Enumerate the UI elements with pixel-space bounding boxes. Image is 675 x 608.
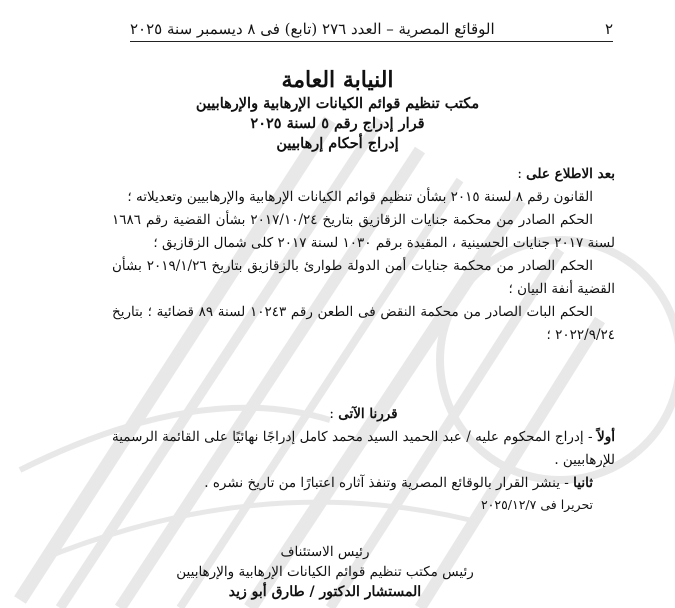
authority-title: النيابة العامة [281,67,394,93]
decision-number: قرار إدراج رقم ٥ لسنة ٢٠٢٥ [250,115,425,132]
office-name: مكتب تنظيم قوائم الكيانات الإرهابية والإرهابيين [195,95,480,112]
preamble-heading: بعد الاطلاع على : [517,166,615,182]
preamble-section [112,163,615,347]
signature-role-1: رئيس الاستئناف [280,544,370,560]
decision-subject: إدراج أحكام إرهابيين [276,135,399,152]
title-block [0,66,675,154]
preamble-item: الحكم الصادر من محكمة جنايات الزقازيق بتاريخ ٢٠١٧/١٠/٢٤ بشأن القضية رقم ١٦٨٦ لسنة ٢٠١٧ جنايات الحسينية ، المقيدة برقم ١٠٣٠ لسنة ٢٠١٧ كلى شمال الزقازيق ؛ [112,212,615,251]
article-first: أولاً - إدراج المحكوم عليه / عبد الحميد السيد محمد كامل إدراجًا نهائيًا على القائمة الرسمية للإرهابيين . [112,429,615,468]
gazette-title: الوقائع المصرية – العدد ٢٧٦ (تابع) فى ٨ ديسمبر سنة ٢٠٢٥ [130,20,495,38]
signature-role-2: رئيس مكتب تنظيم قوائم الكيانات الإرهابية والإرهابيين [176,564,474,580]
signatory-name: المستشار الدكتور / طارق أبو زيد [228,584,422,600]
page-header [130,12,613,42]
preamble-item: القانون رقم ٨ لسنة ٢٠١٥ بشأن تنظيم قوائم الكيانات الإرهابية والإرهابيين وتعديلاته ؛ [127,189,593,205]
page-number: ٢ [604,20,613,38]
decided-heading: قررنا الآتى : [329,406,398,422]
article-second: ثانيا - ينشر القرار بالوقائع المصرية وتنفذ آثاره اعتبارًا من تاريخ نشره . [204,475,593,491]
preamble-item: الحكم البات الصادر من محكمة النقض فى الطعن رقم ١٠٢٤٣ لسنة ٨٩ قضائية ؛ بتاريخ ٢٠٢٢/٩/٢٤ ؛ [112,304,615,343]
decision-section [112,403,615,515]
issue-date: تحريرا فى ٢٠٢٥/١٢/٧ [480,497,593,512]
preamble-item: الحكم الصادر من محكمة جنايات أمن الدولة طوارئ بالزقازيق بتاريخ ٢٠١٩/١/٢٦ بشأن القضية أنفة البيان ؛ [112,258,615,297]
